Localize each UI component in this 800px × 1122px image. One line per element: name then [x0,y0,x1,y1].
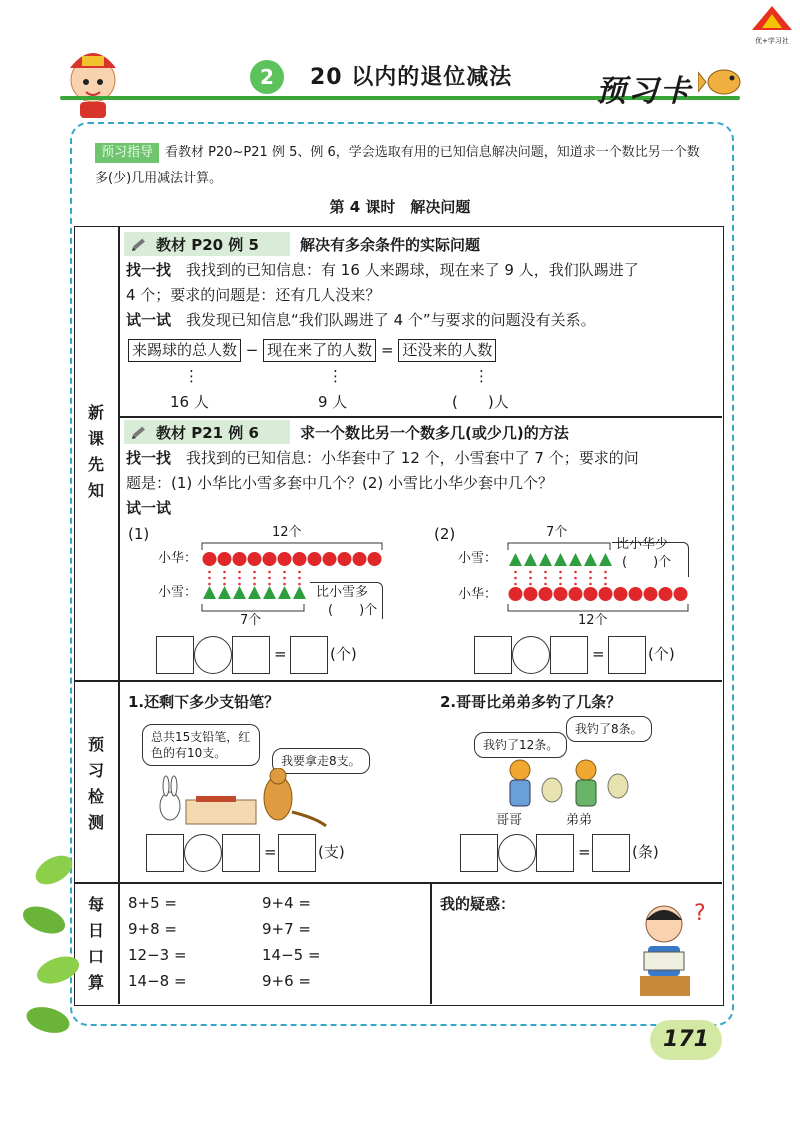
doubt-label: 我的疑惑： [440,895,516,913]
example6-try: 试一试 [126,499,172,517]
example5-desc: 解决有多余条件的实际问题 [300,236,481,254]
value-arrived: 9 人 [318,393,348,411]
daily-item: 14−8 = [128,972,187,990]
red-dot [292,551,307,567]
red-dot [352,551,367,567]
daily-item: 12−3 = [128,946,187,964]
row-divider-ex [118,416,722,418]
red-dot [613,586,628,602]
green-triangle [568,551,583,567]
part1-answer-box-3[interactable] [290,636,328,674]
example5-try: 试一试 我发现已知信息“我们队踢进了 4 个”与要求的问题没有关系。 [126,311,596,329]
q2-bubble-younger: 我钓了8条。 [566,716,652,742]
logo-icon [748,4,796,44]
part1-green-triangles [202,584,307,600]
daily-item: 9+4 = [262,894,311,912]
eq-box-arrived: 现在来了的人数 [263,339,376,362]
red-dot [523,586,538,602]
red-dot [553,586,568,602]
green-triangle [523,551,538,567]
part2-answer-box-2[interactable] [550,636,588,674]
pencil-icon [130,423,148,441]
part1-label: (1) [128,525,150,543]
red-dot [643,586,658,602]
red-dot [628,586,643,602]
pencil-icon [130,235,148,253]
q1-operator-circle[interactable] [184,834,222,872]
part2-less-text: 比小华少 [616,537,669,552]
svg-text:?: ? [694,901,706,926]
q1-bubble-rabbit: 总共15支铅笔，红色的有10支。 [142,724,260,766]
part2-less-blank[interactable]: ( )个 [622,555,672,570]
green-triangle [583,551,598,567]
part1-more-text: 比小雪多 [316,585,369,600]
guide-text-1: 看教材 P20~P21 例 5、例 6，学会选取有用的已知信息解决问题，知道求一个数比另一个数 [165,145,700,160]
preview-q2: 2.哥哥比弟弟多钓了几条？ [440,693,622,711]
section-title: 第 4 课时 解决问题 [329,198,471,216]
green-triangle [538,551,553,567]
part2-red-dots [508,586,688,602]
red-dot [538,586,553,602]
red-dot [322,551,337,567]
q2-operator-circle[interactable] [498,834,536,872]
daily-divider [430,882,432,1004]
red-dot [508,586,523,602]
red-dot [337,551,352,567]
q1-answer-box-3[interactable] [278,834,316,872]
part1-unit: (个) [330,645,357,663]
connect-dots [538,569,553,587]
part1-bottom-count: 7个 [240,613,262,628]
value-total: 16 人 [170,393,209,411]
part2-equals: = [592,645,605,663]
connect-dots [508,569,523,587]
q2-equals: = [578,843,591,861]
green-triangle [598,551,613,567]
red-dot [217,551,232,567]
q2-answer-box-1[interactable] [460,834,498,872]
connect-dots [523,569,538,587]
side-label-preview: 预 习 检 测 [87,735,104,832]
q2-bubble-older: 我钓了12条。 [474,732,567,758]
row-divider-preview [74,680,722,682]
value-missing-blank[interactable]: ( )人 [452,393,509,411]
lesson-title: 20 以内的退位减法 [310,65,513,90]
red-dot [277,551,292,567]
part1-row1-name: 小华： [158,551,198,566]
example6-desc: 求一个数比另一个数多几(或少几)的方法 [300,424,569,442]
connect-dots [583,569,598,587]
example5-equation: 来踢球的总人数 − 现在来了的人数 = 还没来的人数 [128,338,496,363]
connect-dots [553,569,568,587]
preview-guide [95,140,725,192]
green-triangle [292,584,307,600]
part1-row2-name: 小雪： [158,585,198,600]
q2-answer-box-2[interactable] [536,834,574,872]
green-triangle [262,584,277,600]
side-label-new: 新 课 先 知 [87,403,104,500]
guide-text-2: 多(少)几用减法计算。 [95,171,223,186]
daily-column-left [128,890,187,994]
example5-source: 教材 P20 例 5 [156,235,259,254]
red-dot [262,551,277,567]
daily-item: 9+7 = [262,920,311,938]
example6-find: 找一找 我找到的已知信息：小华套中了 12 个，小雪套中了 7 个；要求的问 题是：(1) 小华比小雪多套中几个？(2) 小雪比小华少套中几个？ [126,449,639,492]
q2-label-younger: 弟弟 [566,813,593,828]
example6-header [124,420,290,444]
part2-bottom-count: 12个 [578,613,608,628]
part2-top-count: 7个 [546,525,568,540]
q2-answer-box-3[interactable] [592,834,630,872]
card-label: 预习卡 [596,74,692,109]
boy-reading-illustration [628,896,718,1000]
green-triangle [232,584,247,600]
example6-source: 教材 P21 例 6 [156,423,259,442]
q1-answer-box-2[interactable] [222,834,260,872]
preview-q1: 1.还剩下多少支铅笔？ [128,693,280,711]
red-dot [673,586,688,602]
part1-answer-box-1[interactable] [156,636,194,674]
part2-answer-box-1[interactable] [474,636,512,674]
column-divider [118,226,120,1004]
part2-unit: (个) [648,645,675,663]
red-dot [202,551,217,567]
green-triangle [202,584,217,600]
part1-equals: = [274,645,287,663]
leaf-decoration-icon [14,840,94,1060]
q1-unit: (支) [318,843,345,861]
red-dot [568,586,583,602]
q1-answer-box-1[interactable] [146,834,184,872]
vdots-1: ⋮ [184,367,199,385]
lesson-number: 2 [250,60,284,94]
example5-find: 找一找 我找到的已知信息：有 16 人来踢球，现在来了 9 人，我们队踢进了 4 个；要求的问题是：还有几人没来？ [126,261,639,304]
q2-unit: (条) [632,843,659,861]
daily-column-right [262,890,321,994]
connect-dots [598,569,613,587]
part1-answer-box-2[interactable] [232,636,270,674]
part2-operator-circle[interactable] [512,636,550,674]
q1-illustration [150,768,330,828]
logo-text: 优+学习社 [755,37,789,45]
part2-row1-name: 小雪： [458,551,498,566]
eq-box-total: 来踢球的总人数 [128,339,241,362]
part1-top-count: 12个 [272,525,302,540]
part2-label: (2) [434,525,456,543]
vdots-3: ⋮ [474,367,489,385]
vdots-2: ⋮ [328,367,343,385]
green-triangle [553,551,568,567]
red-dot [247,551,262,567]
daily-item: 9+6 = [262,972,311,990]
fish-decoration-icon [698,56,748,106]
daily-item: 14−5 = [262,946,321,964]
q1-equals: = [264,843,277,861]
eq-box-missing: 还没来的人数 [398,339,496,362]
row-divider-daily [74,882,722,884]
green-triangle [508,551,523,567]
part2-green-triangles [508,551,613,567]
red-dot [583,586,598,602]
green-triangle [217,584,232,600]
part2-connect-dots [508,569,613,587]
red-dot [232,551,247,567]
connect-dots [568,569,583,587]
q2-illustration [490,756,640,810]
red-dot [307,551,322,567]
part2-row2-name: 小华： [458,587,498,602]
side-label-daily: 每 日 口 算 [87,895,104,992]
red-dot [367,551,382,567]
red-dot [598,586,613,602]
example5-header [124,232,290,256]
q1-bubble-kangaroo: 我要拿走8支。 [272,748,370,774]
part1-red-dots [202,551,382,567]
guide-tag: 预习指导 [95,143,159,163]
red-dot [658,586,673,602]
part1-more-blank[interactable]: ( )个 [328,603,378,618]
part1-operator-circle[interactable] [194,636,232,674]
part2-answer-box-3[interactable] [608,636,646,674]
daily-item: 9+8 = [128,920,177,938]
page-number: 171 [650,1020,722,1060]
green-triangle [277,584,292,600]
q2-label-older: 哥哥 [496,813,523,828]
daily-item: 8+5 = [128,894,177,912]
green-triangle [247,584,262,600]
